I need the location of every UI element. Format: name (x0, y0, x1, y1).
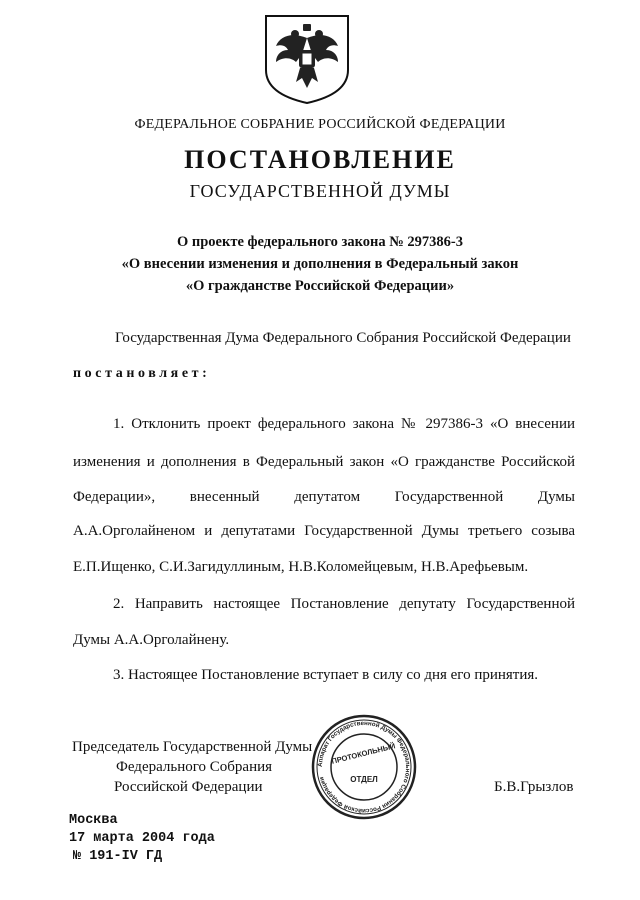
federal-assembly-heading: ФЕДЕРАЛЬНОЕ СОБРАНИЕ РОССИЙСКОЙ ФЕДЕРАЦИИ (134, 117, 506, 132)
item2-line (73, 596, 575, 613)
chair-title-line: Федерального Собрания (116, 759, 273, 775)
subject-line: «О внесении изменения и дополнения в Федеральный закон (121, 256, 519, 272)
seal-outer-text: Аппарат Государственной Думы Федерального Собрания Российской Федерации (316, 719, 412, 815)
document-title: ПОСТАНОВЛЕНИЕ (184, 145, 456, 174)
subject-line: «О гражданстве Российской Федерации» (185, 278, 455, 294)
document-number: № 191-IV ГД (73, 849, 163, 864)
seal-inner-bottom: ОТДЕЛ (350, 775, 378, 784)
date-label: 17 марта 2004 года (69, 831, 215, 846)
item1-line: А.А.Орголайненом и депутатами Государственной Думы третьего созыва (73, 523, 575, 539)
official-seal-icon (310, 712, 418, 822)
item1-line: изменения и дополнения в Федеральный закон «О гражданстве Российской (73, 454, 575, 470)
item3-paragraph: 3. Настоящее Постановление вступает в силу со дня его принятия. (113, 667, 539, 683)
resolves-label: постановляет: (73, 366, 211, 381)
item1-line-text: 1. Отклонить проект федерального закона № 297386-3 «О внесении (113, 416, 575, 432)
item2-line: Думы А.А.Орголайнену. (73, 632, 230, 648)
item1-line (73, 416, 575, 433)
city-label: Москва (69, 813, 118, 828)
chair-title-line: Российской Федерации (114, 779, 263, 795)
chair-title-line: Председатель Государственной Думы (72, 739, 313, 755)
item1-line: Федерации», внесенный депутатом Государственной Думы (73, 489, 575, 505)
intro-paragraph: Государственная Дума Федерального Собрания Российской Федерации (115, 330, 571, 346)
item1-line: Е.П.Ищенко, С.И.Загидуллиным, Н.В.Коломейцевым, Н.В.Арефьевым. (73, 559, 529, 575)
item2-line-text: 2. Направить настоящее Постановление депутату Государственной (113, 596, 575, 612)
seal-inner-top: ПРОТОКОЛЬНЫЙ (330, 741, 397, 766)
coat-of-arms-icon (262, 12, 352, 106)
subject-line: О проекте федерального закона № 297386-3 (176, 234, 464, 250)
signer-name: Б.В.Грызлов (494, 779, 574, 795)
document-subtitle: ГОСУДАРСТВЕННОЙ ДУМЫ (189, 181, 451, 201)
